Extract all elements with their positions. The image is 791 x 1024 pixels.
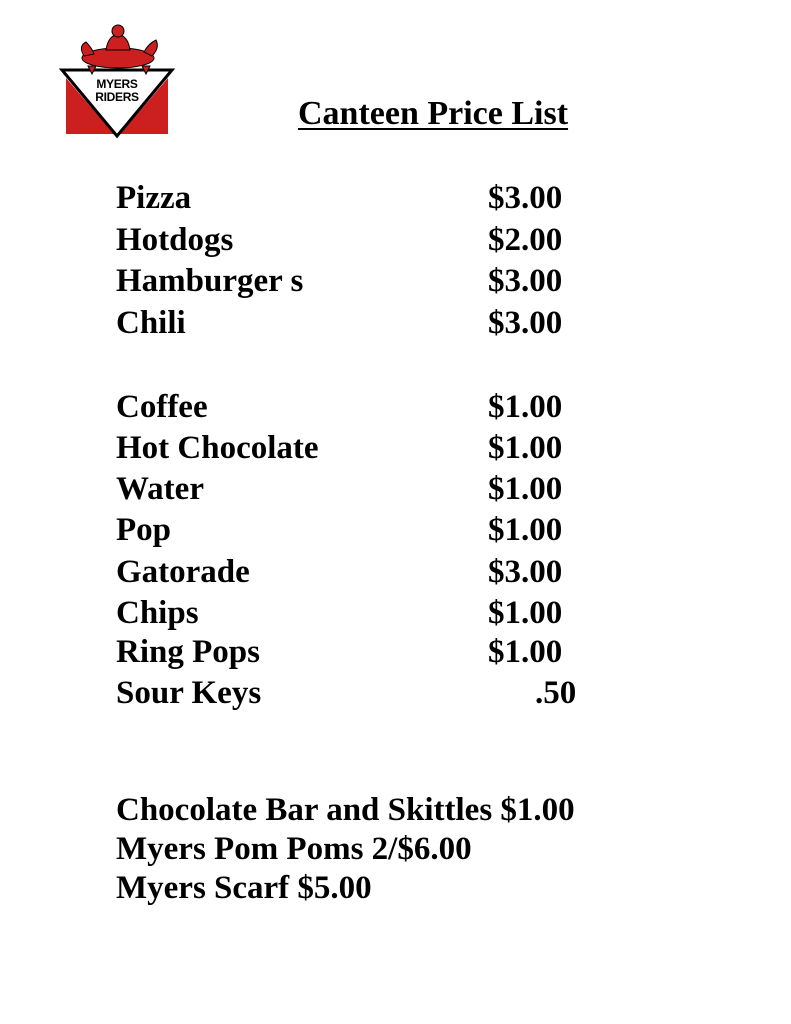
- item-name: Water: [116, 471, 204, 507]
- item-name: Pop: [116, 512, 172, 548]
- item-price: $1.00: [488, 389, 563, 425]
- menu-item-gatorade: [116, 552, 596, 592]
- menu-item-chili: [116, 303, 596, 343]
- menu-item-hotdogs: [116, 220, 596, 260]
- item-name: Gatorade: [116, 554, 250, 590]
- item-name: Hamburger s: [116, 263, 304, 299]
- logo-graphic: [58, 22, 176, 140]
- item-price: $3.00: [488, 305, 563, 341]
- menu-item-hamburgers: [116, 261, 596, 301]
- menu-item-chips: [116, 593, 596, 633]
- item-price: .50: [535, 675, 577, 711]
- svg-text:MYERS: MYERS: [96, 77, 138, 91]
- menu-item-pop: [116, 510, 596, 550]
- item-price: $1.00: [488, 512, 563, 548]
- menu-item-coffee: [116, 387, 596, 427]
- item-name: Chips: [116, 595, 199, 631]
- item-price: $3.00: [488, 263, 563, 299]
- item-price: $3.00: [488, 554, 563, 590]
- item-name: Hot Chocolate: [116, 430, 319, 466]
- item-price: $2.00: [488, 222, 563, 258]
- svg-text:RIDERS: RIDERS: [95, 90, 139, 104]
- myers-riders-logo: [58, 22, 176, 140]
- extra-item-chocolate-bar: Chocolate Bar and Skittles $1.00: [116, 792, 575, 828]
- menu-item-water: [116, 469, 596, 509]
- item-name: Chili: [116, 305, 186, 341]
- menu-item-hot-chocolate: [116, 428, 596, 468]
- menu-item-sour-keys: [116, 673, 596, 713]
- item-price: $1.00: [488, 430, 563, 466]
- item-name: Sour Keys: [116, 675, 262, 711]
- extra-item-scarf: Myers Scarf $5.00: [116, 870, 372, 906]
- item-name: Coffee: [116, 389, 208, 425]
- item-name: Hotdogs: [116, 222, 234, 258]
- item-name: Pizza: [116, 180, 192, 216]
- page-title: Canteen Price List: [298, 95, 569, 132]
- item-price: $1.00: [488, 595, 563, 631]
- item-price: $3.00: [488, 180, 563, 216]
- menu-item-ring-pops: [116, 632, 596, 672]
- extra-item-pom-poms: Myers Pom Poms 2/$6.00: [116, 831, 472, 867]
- item-name: Ring Pops: [116, 634, 260, 670]
- item-price: $1.00: [488, 634, 563, 670]
- item-price: $1.00: [488, 471, 563, 507]
- menu-item-pizza: [116, 178, 596, 218]
